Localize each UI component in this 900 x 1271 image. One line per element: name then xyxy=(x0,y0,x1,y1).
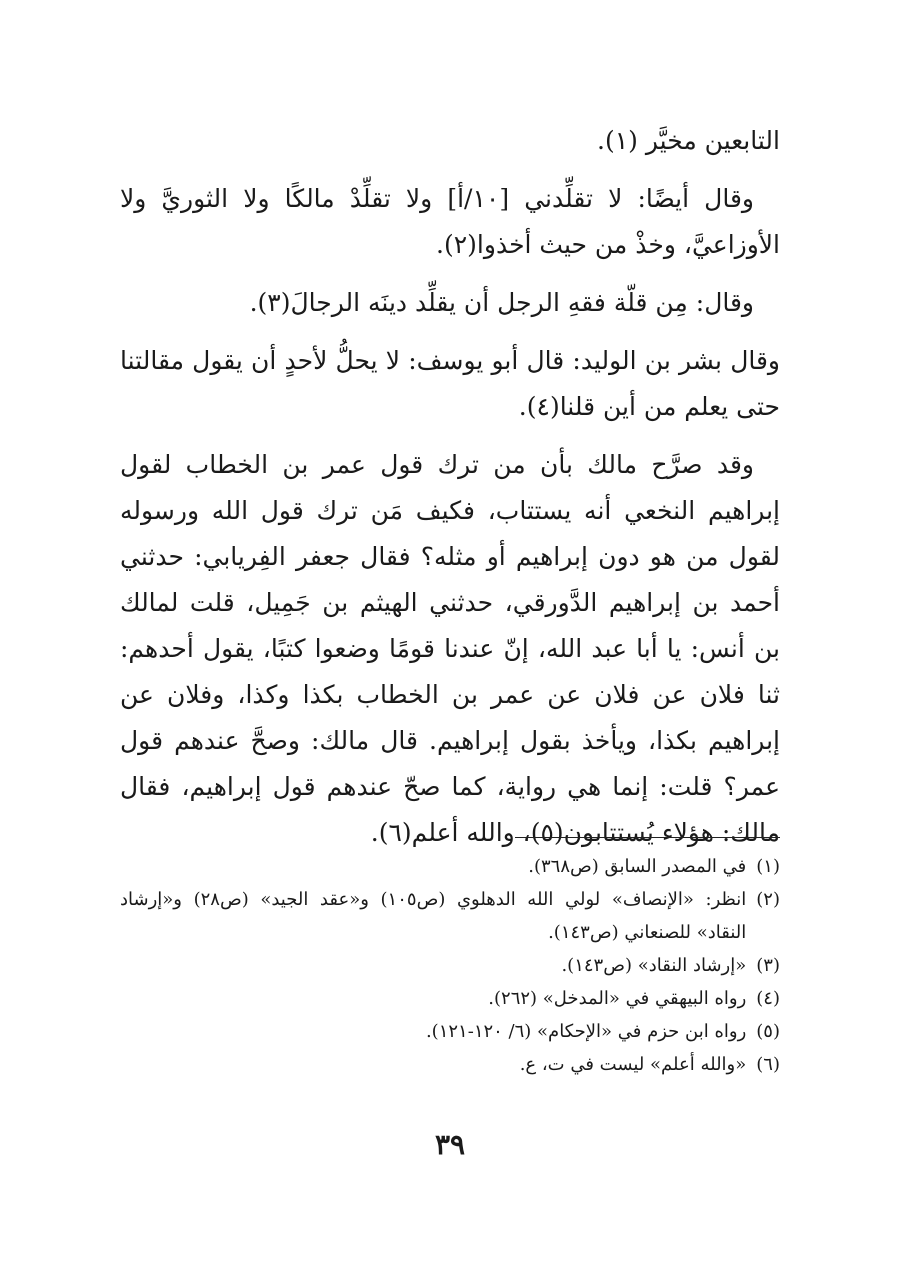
footnote-3 xyxy=(120,949,780,982)
paragraph-1: التابعين مخيَّر (١). xyxy=(597,126,780,155)
footnote-5 xyxy=(120,1015,780,1048)
page-number: ٣٩ xyxy=(434,1128,466,1161)
footnote-text: رواه البيهقي في «المدخل» (٢٦٢). xyxy=(488,988,747,1009)
main-text xyxy=(120,118,780,868)
footnote-text: في المصدر السابق (ص٣٦٨). xyxy=(528,856,747,877)
footnote-number: (٥) xyxy=(756,1021,780,1042)
footnote-number: (٤) xyxy=(756,988,780,1009)
footnote-number: (٣) xyxy=(756,955,780,976)
footnote-number: (٢) xyxy=(756,889,780,910)
footnote-text: انظر: «الإنصاف» لولي الله الدهلوي (ص١٠٥) و«عقد الجيد» (ص٢٨) و«إرشاد النقاد» للصنعاني (ص١٤٣). xyxy=(120,889,747,943)
footnotes xyxy=(120,850,780,1081)
paragraph-4: وقال بشر بن الوليد: قال أبو يوسف: لا يحلُّ لأحدٍ أن يقول مقالتنا حتى يعلم من أين قلنا(٤). xyxy=(120,346,780,421)
paragraph-5: وقد صرَّح مالك بأن من ترك قول عمر بن الخطاب لقول إبراهيم النخعي أنه يستتاب، فكيف مَن ترك قول الله ورسوله لقول من هو دون إبراهيم أو مثله؟ فقال جعفر الفِريابي: حدثني أحمد بن إبراهيم الدَّورقي، حدثني الهيثم بن جَمِيل، قلت لمالك بن أنس: يا أبا عبد الله، إنّ عندنا قومًا وضعوا كتبًا، يقول أحدهم: ثنا فلان عن فلان عن عمر بن الخطاب بكذا وكذا، وفلان عن إبراهيم بكذا، ويأخذ بقول إبراهيم. قال مالك: وصحَّ عندهم قول عمر؟ قلت: إنما هي رواية، كما صحّ عندهم قول إبراهيم، فقال مالك: هؤلاء يُستتابون(٥)، والله أعلم(٦). xyxy=(120,450,780,847)
footnote-text: رواه ابن حزم في «الإحكام» (٦/ ١٢٠-١٢١). xyxy=(425,1021,747,1042)
footnote-4 xyxy=(120,982,780,1015)
footnote-2 xyxy=(120,883,780,949)
paragraph-3: وقال: مِن قلّة فقهِ الرجل أن يقلِّد دينَه الرجالَ(٣). xyxy=(249,288,754,317)
footnote-number: (٦) xyxy=(756,1054,780,1075)
paragraph-2: وقال أيضًا: لا تقلِّدني [١٠/أ] ولا تقلِّدْ مالكًا ولا الثوريَّ ولا الأوزاعيَّ، وخذْ من حيث أخذوا(٢). xyxy=(120,184,780,259)
footnote-number: (١) xyxy=(756,856,780,877)
footnote-divider xyxy=(515,837,780,838)
footnote-6 xyxy=(120,1048,780,1081)
footnote-1 xyxy=(120,850,780,883)
footnote-text: «إرشاد النقاد» (ص١٤٣). xyxy=(561,955,747,976)
footnote-text: «والله أعلم» ليست في ت، ع. xyxy=(519,1054,747,1075)
